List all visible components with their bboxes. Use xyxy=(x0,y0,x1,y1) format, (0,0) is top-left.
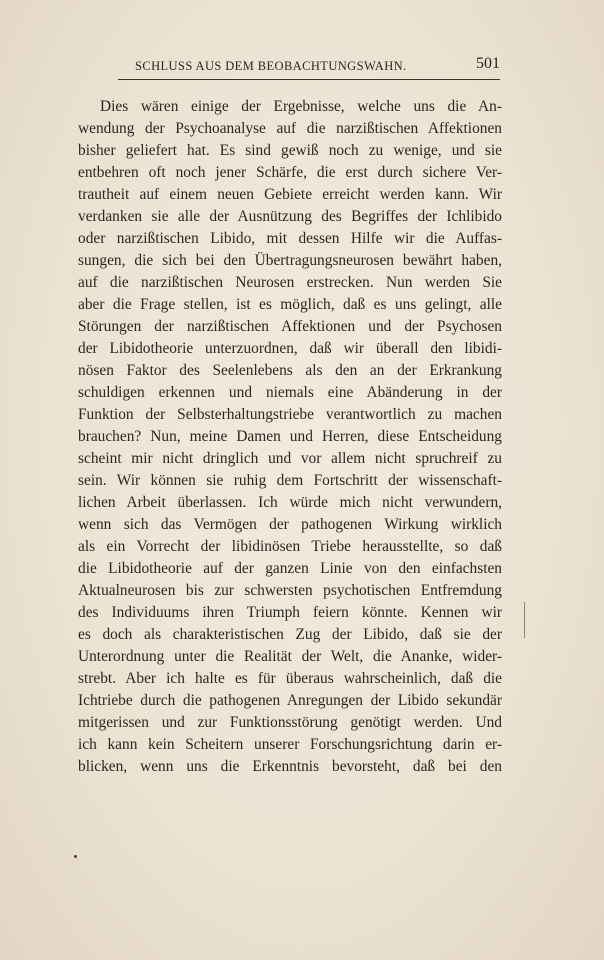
text-line: entbehren oft noch jener Schärfe, die erst durch sichere Ver- xyxy=(78,164,502,181)
text-line: verdanken sie alle der Ausnützung des Begriffes der Ichlibido xyxy=(78,208,502,225)
text-line: als ein Vorrecht der libidinösen Triebe herausstellte, so daß xyxy=(78,538,502,555)
text-line: oder narzißtischen Libido, mit dessen Hilfe wir die Auffas- xyxy=(78,230,502,247)
text-line: wendung der Psychoanalyse auf die narzißtischen Affektionen xyxy=(78,120,502,137)
text-line: mitgerissen und zur Funktionsstörung genötigt werden. Und xyxy=(78,714,502,731)
text-line: wenn sich das Vermögen der pathogenen Wirkung wirklich xyxy=(78,516,502,533)
margin-pencil-mark xyxy=(524,602,525,638)
text-line: bisher geliefert hat. Es sind gewiß noch zu wenige, und sie xyxy=(78,142,502,159)
text-line: Funktion der Selbsterhaltungstriebe verantwortlich zu machen xyxy=(78,406,502,423)
text-line: Aktualneurosen bis zur schwersten psychotischen Entfremdung xyxy=(78,582,502,599)
text-line: strebt. Aber ich halte es für überaus wahrscheinlich, daß die xyxy=(78,670,502,687)
text-line: es doch als charakteristischen Zug der Libido, daß sie der xyxy=(78,626,502,643)
page-header xyxy=(135,55,500,78)
text-line: auf die narzißtischen Neurosen erstrecken. Nun werden Sie xyxy=(78,274,502,291)
running-title: SCHLUSS AUS DEM BEOBACHTUNGSWAHN. xyxy=(135,59,407,73)
text-line: lichen Arbeit überlassen. Ich würde mich nicht verwundern, xyxy=(78,494,502,511)
text-line: aber die Frage stellen, ist es möglich, daß es uns gelingt, alle xyxy=(78,296,502,313)
text-line: des Individuums ihren Triumph feiern könnte. Kennen wir xyxy=(78,604,502,621)
text-line: die Libidotheorie auf der ganzen Linie von den einfachsten xyxy=(78,560,502,577)
text-line: Unterordnung unter die Realität der Welt, die Ananke, wider- xyxy=(78,648,502,665)
text-line: brauchen? Nun, meine Damen und Herren, diese Entscheidung xyxy=(78,428,502,445)
text-line: nösen Faktor des Seelenlebens als den an der Erkrankung xyxy=(78,362,502,379)
text-line: Störungen der narzißtischen Affektionen und der Psychosen xyxy=(78,318,502,335)
text-line: sein. Wir können sie ruhig dem Fortschritt der wissenschaft- xyxy=(78,472,502,489)
text-line: Dies wären einige der Ergebnisse, welche uns die An- xyxy=(100,98,502,115)
text-line: der Libidotheorie unterzuordnen, daß wir überall den libidi- xyxy=(78,340,502,357)
text-line: Ichtriebe durch die pathogenen Anregungen der Libido sekundär xyxy=(78,692,502,709)
text-line: sungen, die sich bei den Übertragungsneurosen bewährt haben, xyxy=(78,252,502,269)
page-number: 501 xyxy=(476,55,500,72)
header-rule xyxy=(118,79,500,80)
text-line: scheint mir nicht dringlich und vor allem nicht spruchreif zu xyxy=(78,450,502,467)
text-line: blicken, wenn uns die Erkenntnis bevorsteht, daß bei den xyxy=(78,758,502,775)
text-line: ich kann kein Scheitern unserer Forschungsrichtung darin er- xyxy=(78,736,502,753)
text-line: schuldigen erkennen und niemals eine Abänderung in der xyxy=(78,384,502,401)
text-line: trautheit auf einem neuen Gebiete erreicht werden kann. Wir xyxy=(78,186,502,203)
ink-speck xyxy=(74,855,77,858)
